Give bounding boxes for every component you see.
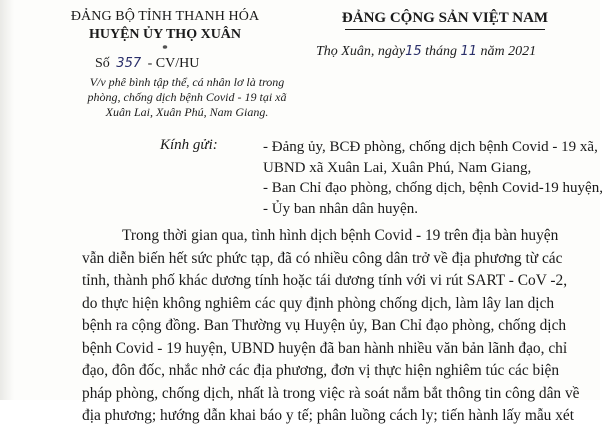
body-line: pháp phòng, chống dịch, nhất là trong việc rà soát nắm bắt thông tin công dân về bbox=[82, 384, 580, 402]
issuer-org: ĐẢNG BỘ TỈNH THANH HÓA bbox=[70, 9, 260, 24]
issuer-header bbox=[40, 8, 290, 54]
body-line: do thực hiện không nghiêm các quy định phòng chống dịch, làm lây lan dịch bbox=[82, 294, 555, 312]
recipients-list bbox=[263, 137, 603, 219]
date-month-handwritten: 11 bbox=[460, 44, 478, 59]
body-line: Trong thời gian qua, tình hình dịch bệnh Covid - 19 trên địa bàn huyện bbox=[122, 227, 559, 244]
date-place: Thọ Xuân, ngày bbox=[316, 44, 406, 59]
doc-number-prefix: Số bbox=[95, 56, 110, 71]
recipient-item: - Đảng ủy, BCĐ phòng, chống dịch bệnh Covid - 19 xã, bbox=[263, 139, 598, 155]
body-line: đạo, đôn đốc, nhắc nhở các địa phương, đơn vị thực hiện nghiêm túc các biện bbox=[82, 362, 560, 379]
issuer-unit: HUYỆN ỦY THỌ XUÂN bbox=[88, 27, 242, 42]
issuer-star: * bbox=[162, 43, 168, 55]
body-line: bệnh Covid - 19 huyện, UBND huyện đã ban hành nhiều văn bản lãnh đạo, chỉ bbox=[82, 339, 568, 357]
party-header bbox=[300, 8, 590, 30]
party-name: ĐẢNG CỘNG SẢN VIỆT NAM bbox=[341, 10, 549, 26]
body-line: bệnh ra cộng đồng. Ban Thường vụ Huyện ủy, Ban Chỉ đạo phòng, chống dịch bbox=[82, 317, 567, 334]
document-date bbox=[316, 44, 536, 60]
body-line: địa phương; hướng dẫn khai báo y tế; phân luồng cách ly; tiến hành lấy mẫu xét bbox=[82, 407, 574, 424]
document-body bbox=[82, 225, 602, 428]
date-year: năm 2021 bbox=[480, 44, 537, 59]
subject-line: phòng, chống dịch bệnh Covid - 19 tại xã bbox=[87, 90, 287, 104]
subject-line: Xuân Lai, Xuân Phú, Nam Giang. bbox=[105, 105, 269, 119]
date-day-handwritten: 15 bbox=[405, 44, 422, 59]
subject-line: V/v phê bình tập thể, cá nhân lơ là trong bbox=[89, 75, 285, 89]
body-line: vẫn diễn biến hết sức phức tạp, đã có nhiều công dân trở về địa phương từ các bbox=[82, 249, 563, 267]
recipient-item: - Ủy ban nhân dân huyện. bbox=[263, 200, 418, 217]
document-subject bbox=[62, 75, 312, 120]
body-line: tỉnh, thành phố khác dương tính hoặc tái dương tính với vi rút SART - CoV -2, bbox=[82, 272, 568, 289]
recipient-item: - Ban Chỉ đạo phòng, chống dịch, bệnh Covid-19 huyện, bbox=[263, 180, 603, 196]
doc-number-suffix: - CV/HU bbox=[147, 56, 200, 71]
page-edge-shadow bbox=[0, 0, 14, 400]
recipients-label: Kính gửi: bbox=[160, 137, 218, 153]
document-number bbox=[95, 56, 199, 72]
doc-number-handwritten: 357 bbox=[116, 56, 142, 71]
date-month-label: tháng bbox=[425, 44, 457, 59]
recipient-item: UBND xã Xuân Lai, Xuân Phú, Nam Giang, bbox=[263, 159, 532, 176]
party-underline bbox=[345, 29, 545, 30]
